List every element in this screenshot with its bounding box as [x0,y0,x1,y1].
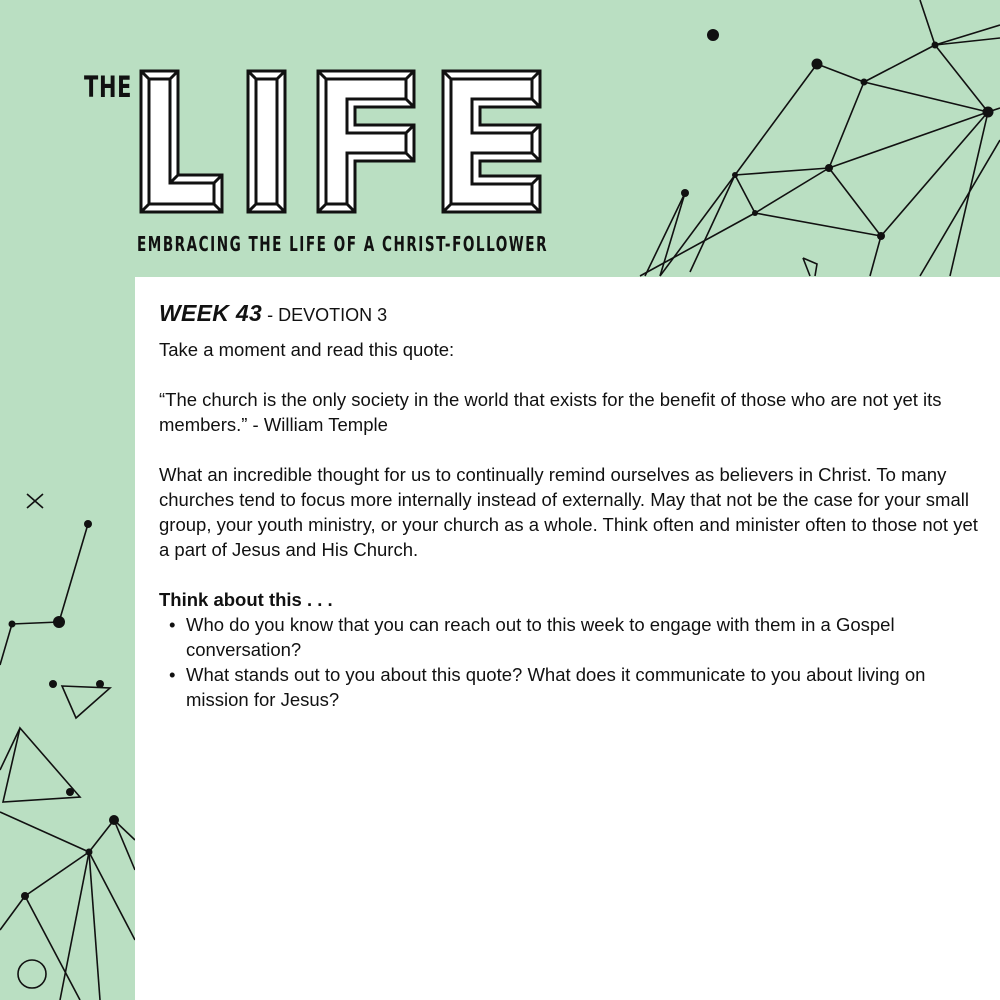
devotion-heading [159,299,979,329]
logo-tagline: EMBRACING THE LIFE OF A CHRIST-FOLLOWER [137,232,549,256]
list-item [159,612,979,662]
devotion-content [159,299,979,712]
quote-text: “The church is the only society in the world that exists for the benefit of those who are not yet its members.” - William Temple [159,389,942,435]
logo-letter-e [443,71,540,212]
logo-letter-l [141,71,222,212]
logo-letter-f [318,71,414,212]
heading-separator: - [262,305,279,325]
week-label: WEEK 43 [159,300,263,326]
devotion-panel [135,277,1000,1000]
question-list [159,612,979,712]
think-heading: Think about this . . . [159,589,333,610]
logo-letter-i [248,71,285,212]
body-text: What an incredible thought for us to continually remind ourselves as believers in Christ. To many churches tend to focus more internally instead of externally. May that not be the case for your small group, your youth ministry, or your church as a whole. Think often and minister often to those not yet a part of Jesus and His Church. [159,464,978,560]
life-logo [0,0,560,220]
bullet-icon: • [169,664,176,685]
logo-the-word: THE [84,70,133,104]
list-item [159,662,979,712]
intro-text: Take a moment and read this quote: [159,339,455,360]
question-text: What stands out to you about this quote? What does it communicate to you about living on mission for Jesus? [186,664,926,710]
question-text: Who do you know that you can reach out to this week to engage with them in a Gospel conversation? [186,614,895,660]
devotion-label: DEVOTION 3 [278,305,388,325]
bullet-icon: • [169,614,176,635]
